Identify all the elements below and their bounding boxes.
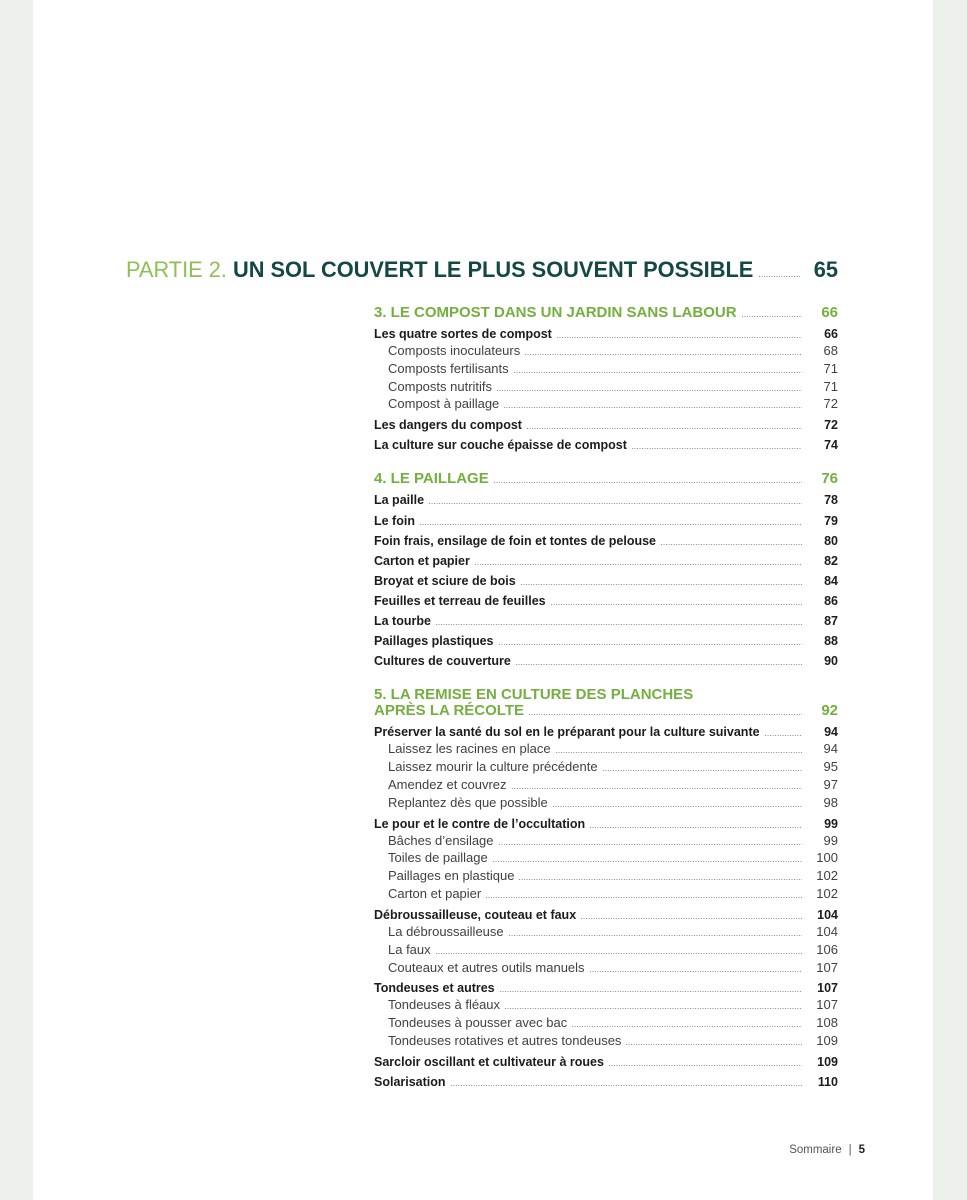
- toc-entry-page-number: 104: [817, 907, 838, 922]
- toc-subentry: [374, 395, 838, 413]
- toc-entry: [374, 631, 838, 651]
- toc-subentry: [374, 959, 838, 977]
- footer-section-label: Sommaire: [789, 1144, 842, 1156]
- toc-entry: [374, 722, 838, 742]
- dot-leader: [626, 1044, 802, 1045]
- toc-subentry: [374, 923, 838, 941]
- dot-leader: [759, 276, 800, 277]
- part-heading: [126, 257, 838, 283]
- toc-entry-page-number: 79: [824, 513, 838, 528]
- toc-subentry-title: Composts fertilisants: [388, 360, 509, 376]
- dot-leader: [512, 788, 802, 789]
- chapter-section: [374, 471, 838, 671]
- toc-entry-title: Solarisation: [374, 1074, 446, 1089]
- dot-leader: [451, 1085, 802, 1086]
- dot-leader: [661, 544, 802, 545]
- toc-subentry-page-number: 94: [823, 741, 838, 757]
- toc-entry: [374, 324, 838, 344]
- dot-leader: [742, 316, 802, 317]
- toc-subentry-page-number: 98: [823, 794, 838, 810]
- toc-entry-page-number: 78: [824, 493, 838, 508]
- toc-subentry-page-number: 95: [823, 759, 838, 775]
- toc-subentry: [374, 1014, 838, 1032]
- chapter-title-row: [374, 305, 838, 321]
- toc-entry-page-number: 90: [824, 654, 838, 669]
- toc-entry-title: Foin frais, ensilage de foin et tontes de pelouse: [374, 533, 656, 548]
- toc-subentry-title: Bâches d’ensilage: [388, 832, 494, 848]
- dot-leader: [429, 503, 802, 504]
- dot-leader: [436, 953, 802, 954]
- dot-leader: [609, 1065, 802, 1066]
- dot-leader: [603, 770, 802, 771]
- toc-entry-title: La culture sur couche épaisse de compost: [374, 438, 627, 453]
- toc-subentry: [374, 941, 838, 959]
- toc-subentry-page-number: 109: [816, 1033, 838, 1049]
- toc-entry-page-number: 72: [824, 418, 838, 433]
- toc-subentry-page-number: 102: [816, 868, 838, 884]
- document-page: [33, 0, 933, 1200]
- toc-entry-title: Le pour et le contre de l’occultation: [374, 816, 586, 831]
- chapter-title-line: APRÈS LA RÉCOLTE: [374, 702, 525, 720]
- toc-subentry-title: Amendez et couvrez: [388, 777, 507, 792]
- toc-entry-title: La paille: [374, 493, 425, 508]
- footer-separator: |: [848, 1144, 852, 1156]
- dot-leader: [519, 879, 802, 880]
- toc-entry: [374, 591, 838, 611]
- dot-leader: [581, 918, 802, 919]
- toc-subentry-title: La débroussailleuse: [388, 923, 504, 939]
- dot-leader: [557, 337, 802, 338]
- toc-entry-page-number: 109: [817, 1054, 838, 1069]
- toc-entry: [374, 551, 838, 571]
- chapter-title-row: [374, 703, 838, 719]
- dot-leader: [529, 714, 802, 715]
- toc-subentry-title: Composts inoculateurs: [388, 343, 521, 359]
- dot-leader: [493, 861, 802, 862]
- chapter-heading: [374, 687, 838, 719]
- chapter-page-number: 66: [821, 304, 838, 321]
- toc-subentry: [374, 776, 838, 794]
- toc-entry: [374, 511, 838, 531]
- toc-entry-page-number: 86: [824, 593, 838, 608]
- toc-entry: [374, 814, 838, 834]
- dot-leader: [504, 407, 802, 408]
- dot-leader: [556, 752, 802, 753]
- toc-subentry: [374, 1032, 838, 1050]
- toc-entry-page-number: 110: [817, 1074, 838, 1089]
- toc-subentry-title: Laissez les racines en place: [388, 741, 551, 757]
- toc-subentry-title: Carton et papier: [388, 886, 482, 902]
- toc-entry-title: Préserver la santé du sol en le préparant pour la culture suivante: [374, 725, 760, 740]
- toc-subentry: [374, 758, 838, 776]
- chapter-title-row: [374, 471, 838, 487]
- toc-subentry: [374, 360, 838, 378]
- toc-entry-title: Le foin: [374, 513, 415, 528]
- toc-entry-title: Débroussailleuse, couteau et faux: [374, 907, 577, 922]
- footer-page-number: 5: [858, 1144, 865, 1156]
- part-label: PARTIE 2.: [126, 257, 227, 282]
- toc-subentry-title: Toiles de paillage: [388, 850, 488, 866]
- toc-entry-title: Les dangers du compost: [374, 418, 522, 433]
- toc-entry: [374, 571, 838, 591]
- toc-entry: [374, 611, 838, 631]
- dot-leader: [499, 644, 803, 645]
- toc-entry-page-number: 99: [824, 816, 838, 831]
- toc-entry-title: Carton et papier: [374, 553, 470, 568]
- dot-leader: [499, 844, 802, 845]
- toc-entry: [374, 415, 838, 435]
- toc-entry: [374, 905, 838, 925]
- toc-subentry-page-number: 107: [816, 959, 838, 975]
- toc-entry-title: Broyat et sciure de bois: [374, 573, 516, 588]
- dot-leader: [420, 524, 802, 525]
- toc-entry-page-number: 66: [824, 327, 838, 341]
- dot-leader: [572, 1026, 802, 1027]
- toc-entry: [374, 978, 838, 998]
- dot-leader: [497, 390, 802, 391]
- toc-entry-title: Les quatre sortes de compost: [374, 327, 552, 341]
- toc-subentry-page-number: 102: [816, 886, 838, 902]
- toc-entry: [374, 531, 838, 551]
- toc-entry-page-number: 84: [824, 573, 838, 588]
- dot-leader: [527, 428, 802, 429]
- dot-leader: [500, 991, 802, 992]
- toc-subentry-page-number: 99: [823, 832, 838, 848]
- toc-subentry: [374, 996, 838, 1014]
- toc-subentry-page-number: 104: [816, 923, 838, 939]
- toc-subentry: [374, 885, 838, 903]
- toc-entry-title: Tondeuses et autres: [374, 981, 495, 996]
- toc-entry-page-number: 94: [824, 725, 838, 740]
- toc-subentry-title: Composts nutritifs: [388, 378, 493, 394]
- toc-entry-title: Sarcloir oscillant et cultivateur à roues: [374, 1054, 604, 1069]
- toc-entry: [374, 435, 838, 455]
- dot-leader: [505, 1008, 802, 1009]
- toc-subentry-page-number: 100: [816, 850, 838, 866]
- toc-subentry: [374, 342, 838, 360]
- toc-entry-page-number: 82: [824, 553, 838, 568]
- dot-leader: [632, 448, 802, 449]
- dot-leader: [525, 354, 802, 355]
- dot-leader: [486, 897, 802, 898]
- toc-entry-page-number: 88: [824, 634, 838, 649]
- toc-subentry: [374, 740, 838, 758]
- dot-leader: [516, 664, 802, 665]
- toc-subentry-page-number: 71: [823, 360, 838, 376]
- page-footer: [789, 1143, 865, 1157]
- dot-leader: [509, 935, 802, 936]
- toc-subentry-page-number: 106: [816, 941, 838, 957]
- part-page-number: 65: [813, 257, 838, 282]
- dot-leader: [436, 624, 802, 625]
- toc-subentry-title: Laissez mourir la culture précédente: [388, 759, 598, 775]
- chapter-page-number: 92: [821, 702, 838, 720]
- chapter-heading: [374, 305, 838, 321]
- dot-leader: [521, 584, 802, 585]
- toc-entry-title: Feuilles et terreau de feuilles: [374, 593, 546, 608]
- toc-entry-title: Cultures de couverture: [374, 654, 511, 669]
- dot-leader: [590, 971, 802, 972]
- toc-subentry-title: Couteaux et autres outils manuels: [388, 959, 585, 975]
- toc-subentry-title: Tondeuses à pousser avec bac: [388, 1015, 568, 1031]
- toc-entry-page-number: 74: [824, 438, 838, 453]
- toc-entry-page-number: 107: [817, 981, 838, 996]
- dot-leader: [494, 482, 802, 483]
- dot-leader: [590, 827, 802, 828]
- toc-subentry-page-number: 108: [816, 1015, 838, 1031]
- chapter-page-number: 76: [821, 470, 838, 488]
- toc-entry: [374, 490, 838, 510]
- toc-subentry: [374, 849, 838, 867]
- dot-leader: [514, 372, 802, 373]
- toc-subentry-title: La faux: [388, 941, 431, 957]
- dot-leader: [553, 806, 802, 807]
- toc-subentry-title: Compost à paillage: [388, 396, 500, 412]
- chapter-title-line: 4. LE PAILLAGE: [374, 470, 489, 488]
- toc-entry-page-number: 80: [824, 533, 838, 548]
- toc-subentry-title: Replantez dès que possible: [388, 794, 548, 810]
- chapter-title-line: 3. LE COMPOST DANS UN JARDIN SANS LABOUR: [374, 304, 737, 321]
- dot-leader: [765, 735, 802, 736]
- toc-subentry: [374, 867, 838, 885]
- toc-entry: [374, 651, 838, 671]
- toc-entry: [374, 1072, 838, 1092]
- toc-subentry: [374, 832, 838, 850]
- toc-entry-page-number: 87: [824, 614, 838, 629]
- toc-entry-title: Paillages plastiques: [374, 634, 494, 649]
- chapter-section: [374, 305, 838, 455]
- toc-subentry-page-number: 72: [823, 396, 838, 412]
- toc-subentry-page-number: 68: [823, 343, 838, 359]
- toc-entry: [374, 1052, 838, 1072]
- dot-leader: [551, 604, 802, 605]
- toc-subentry-title: Tondeuses à fléaux: [388, 997, 501, 1013]
- chapter-title-line: 5. LA REMISE EN CULTURE DES PLANCHES: [374, 686, 694, 704]
- toc-subentry: [374, 794, 838, 812]
- chapter-section: [374, 687, 838, 1092]
- toc-entry-title: La tourbe: [374, 614, 431, 629]
- toc-subentry: [374, 378, 838, 396]
- dot-leader: [475, 564, 802, 565]
- toc-subentry-page-number: 71: [823, 378, 838, 394]
- toc-subentry-title: Tondeuses rotatives et autres tondeuses: [388, 1033, 622, 1049]
- toc-subentry-page-number: 97: [823, 777, 838, 792]
- chapter-heading: [374, 471, 838, 487]
- toc-subentry-title: Paillages en plastique: [388, 868, 515, 884]
- part-title: UN SOL COUVERT LE PLUS SOUVENT POSSIBLE: [232, 257, 754, 282]
- toc-subentry-page-number: 107: [816, 997, 838, 1013]
- table-of-contents: [374, 305, 838, 1092]
